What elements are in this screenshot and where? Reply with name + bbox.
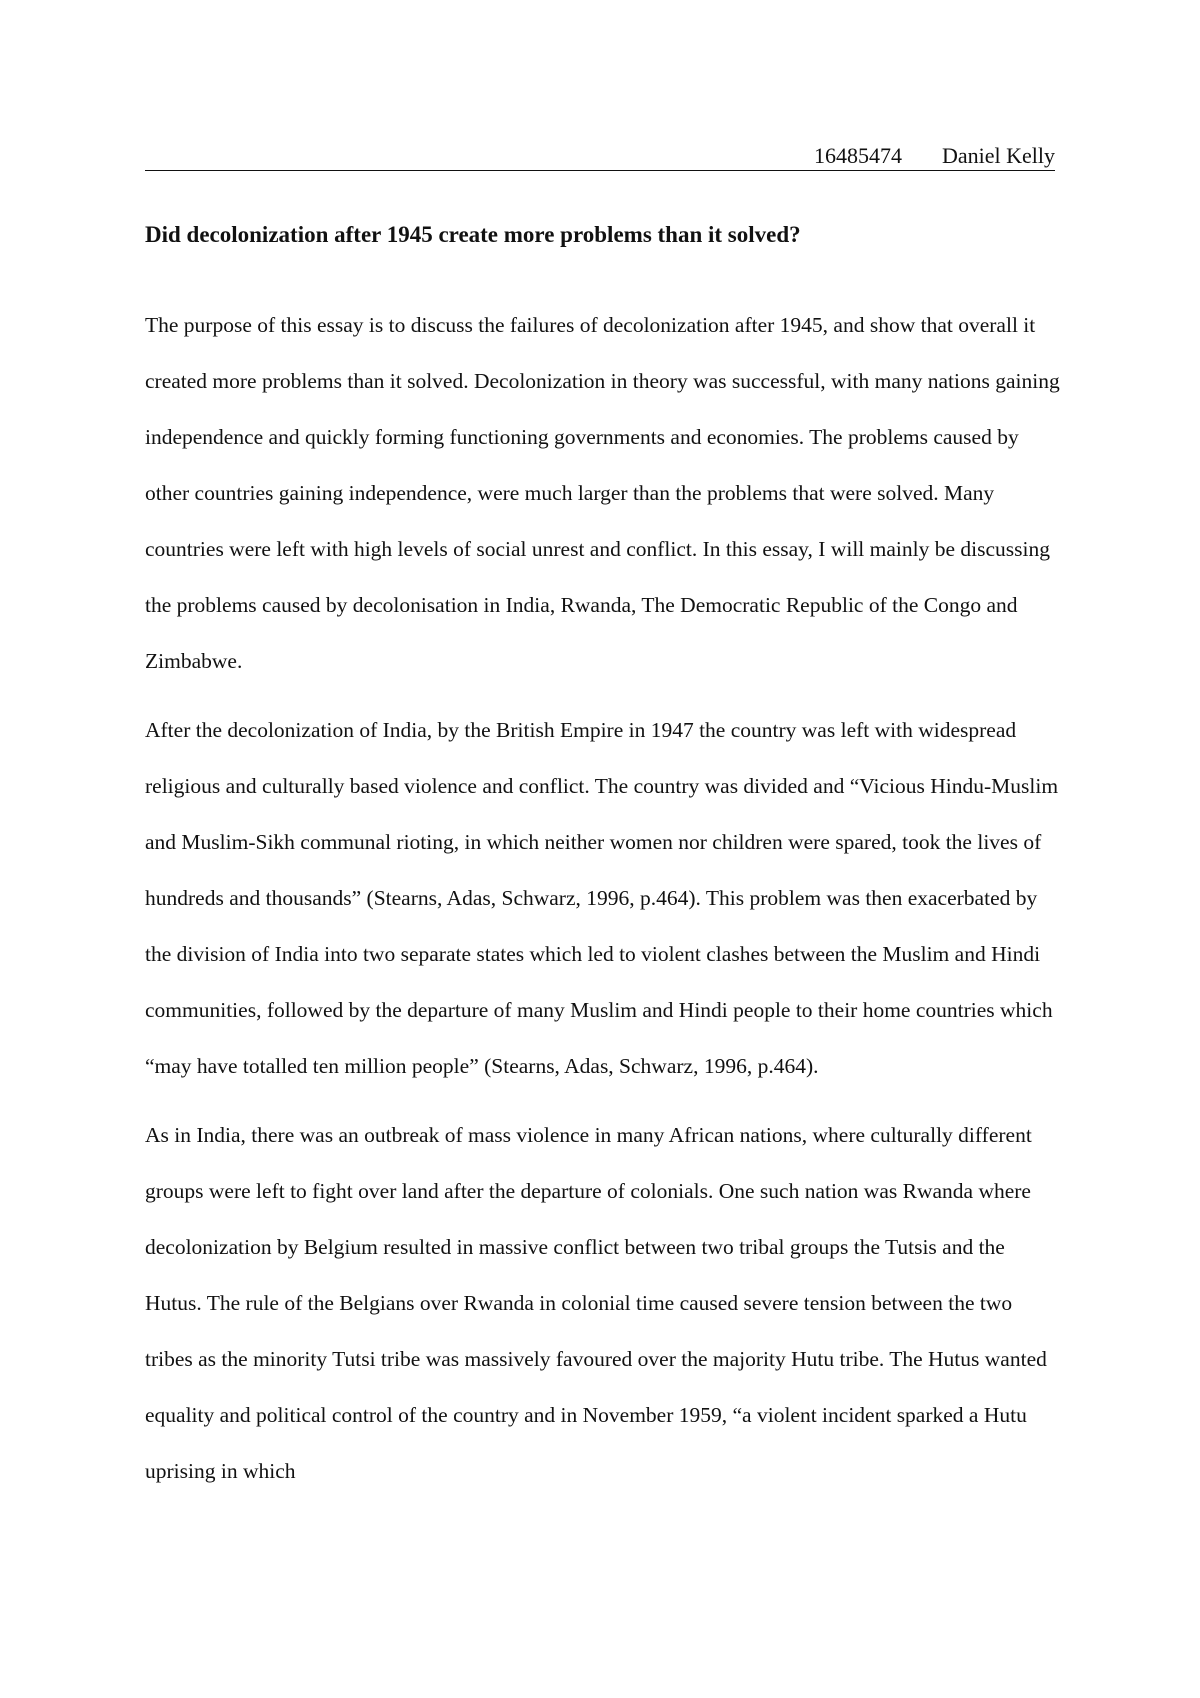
paragraph-rwanda: As in India, there was an outbreak of mass violence in many African nations, where culturally different groups were left to fight over land after the departure of colonials. One such nation was Rwanda where decolonization by Belgium resulted in massive conflict between two tribal groups the Tutsis and the Hutus. The rule of the Belgians over Rwanda in colonial time caused severe tension between the two tribes as the minority Tutsi tribe was massively favoured over the majority Hutu tribe. The Hutus wanted equality and political control of the country and in November 1959, “a violent incident sparked a Hutu uprising in which xyxy=(145,1123,1047,1483)
essay-title: Did decolonization after 1945 create more problems than it solved? xyxy=(145,222,801,247)
paragraph-india: After the decolonization of India, by the British Empire in 1947 the country was left with widespread religious and culturally based violence and conflict. The country was divided and “Vicious Hindu-Muslim and Muslim-Sikh communal rioting, in which neither women nor children were spared, took the lives of hundreds and thousands” (Stearns, Adas, Schwarz, 1996, p.464). This problem was then exacerbated by the division of India into two separate states which led to violent clashes between the Muslim and Hindi communities, followed by the departure of many Muslim and Hindi people to their home countries which “may have totalled ten million people” (Stearns, Adas, Schwarz, 1996, p.464). xyxy=(145,718,1059,1078)
student-id: 16485474 xyxy=(813,143,902,168)
header-info xyxy=(814,142,1055,170)
author-name: Daniel Kelly xyxy=(941,143,1055,168)
paragraph-intro: The purpose of this essay is to discuss the failures of decolonization after 1945, and show that overall it created more problems than it solved. Decolonization in theory was successful, with many nations gaining independence and quickly forming functioning governments and economies. The problems caused by other countries gaining independence, were much larger than the problems that were solved. Many countries were left with high levels of social unrest and conflict. In this essay, I will mainly be discussing the problems caused by decolonisation in India, Rwanda, The Democratic Republic of the Congo and Zimbabwe. xyxy=(145,313,1060,673)
page-header xyxy=(145,142,1055,171)
essay-body xyxy=(145,297,1065,1512)
